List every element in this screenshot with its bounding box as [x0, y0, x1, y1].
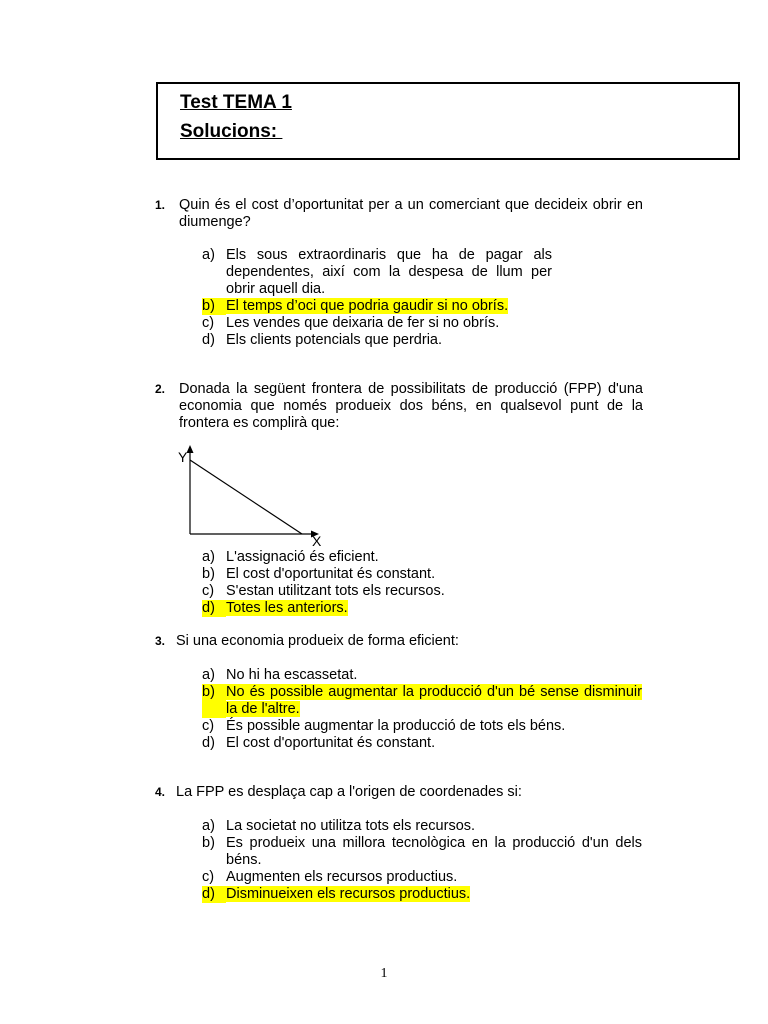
option-a: [202, 667, 642, 684]
option-letter: a): [202, 549, 215, 565]
question-2: [155, 381, 643, 432]
header-box: [156, 82, 740, 160]
question-text: Si una economia produeix de forma eficient:: [176, 633, 459, 649]
option-text-highlighted: El temps d’oci que podria gaudir si no obrís.: [226, 298, 509, 314]
option-text: És possible augmentar la producció de tots els béns.: [226, 718, 566, 734]
option-text: La societat no utilitza tots els recursos.: [226, 818, 476, 834]
option-c: [202, 315, 642, 332]
option-letter: a): [202, 818, 215, 834]
option-d-correct: [202, 886, 642, 903]
option-text: L'assignació és eficient.: [226, 549, 379, 565]
question-number: 3.: [155, 634, 166, 648]
option-d-correct: [202, 600, 642, 617]
question-1-options: [202, 247, 642, 349]
option-text-highlighted: No és possible augmentar la producció d'un bé sense disminuir la de l'altre.: [226, 684, 642, 717]
question-number: 2.: [155, 382, 166, 396]
option-letter: a): [202, 247, 215, 263]
question-number: 4.: [155, 785, 166, 799]
option-a: [202, 247, 642, 298]
option-letter: b): [202, 835, 215, 851]
option-a: [202, 818, 642, 835]
option-b-correct: [202, 684, 642, 718]
option-c: [202, 869, 642, 886]
question-2-options: [202, 549, 642, 617]
option-c: [202, 583, 642, 600]
y-axis-arrow-icon: [187, 445, 194, 453]
option-letter: b): [202, 566, 215, 582]
option-text: Les vendes que deixaria de fer si no obrís.: [226, 315, 500, 331]
option-letter: d): [202, 600, 226, 617]
option-letter: c): [202, 583, 215, 599]
document-subtitle: Solucions:: [180, 121, 283, 142]
question-text: La FPP es desplaça cap a l'origen de coordenades si:: [176, 784, 522, 800]
ppf-line: [190, 460, 302, 534]
option-text: Es produeix una millora tecnològica en la producció d'un dels béns.: [226, 835, 642, 868]
option-letter: d): [202, 332, 215, 348]
option-c: [202, 718, 642, 735]
option-text: No hi ha escassetat.: [226, 667, 358, 683]
question-1: [155, 197, 643, 231]
option-letter: a): [202, 667, 215, 683]
question-3: [155, 633, 643, 650]
option-text: Augmenten els recursos productius.: [226, 869, 458, 885]
option-letter: b): [202, 298, 226, 315]
option-d: [202, 735, 642, 752]
option-letter: d): [202, 886, 226, 903]
option-text: El cost d'oportunitat és constant.: [226, 735, 436, 751]
option-text: S'estan utilitzant tots els recursos.: [226, 583, 445, 599]
question-text: Quin és el cost d’oportunitat per a un comerciant que decideix obrir en diumenge?: [179, 197, 643, 230]
question-text: Donada la següent frontera de possibilitats de producció (FPP) d'una economia que només produeix dos béns, en qualsevol punt de la frontera es complirà que:: [179, 381, 643, 431]
y-axis-label: Y: [178, 449, 188, 465]
option-letter: c): [202, 869, 215, 885]
question-number: 1.: [155, 198, 166, 212]
page-number: 1: [380, 966, 388, 981]
option-letter: d): [202, 735, 215, 751]
option-a: [202, 549, 642, 566]
option-letter: c): [202, 315, 215, 331]
option-b: [202, 566, 642, 583]
option-d: [202, 332, 642, 349]
option-letter: b): [202, 684, 226, 718]
option-text: Els clients potencials que perdria.: [226, 332, 443, 348]
option-text-highlighted: Totes les anteriors.: [226, 600, 348, 616]
fpp-graph: [176, 444, 326, 548]
option-b-correct: [202, 298, 642, 315]
option-text: El cost d'oportunitat és constant.: [226, 566, 436, 582]
option-text: Els sous extraordinaris que ha de pagar als dependentes, així com la despesa de llum per obrir aquell dia.: [226, 247, 552, 297]
question-4: [155, 784, 643, 801]
x-axis-label: X: [312, 533, 322, 548]
document-title: Test TEMA 1: [180, 92, 292, 113]
question-3-options: [202, 667, 642, 752]
question-4-options: [202, 818, 642, 903]
option-b: [202, 835, 642, 869]
option-text-highlighted: Disminueixen els recursos productius.: [226, 886, 471, 902]
option-letter: c): [202, 718, 215, 734]
